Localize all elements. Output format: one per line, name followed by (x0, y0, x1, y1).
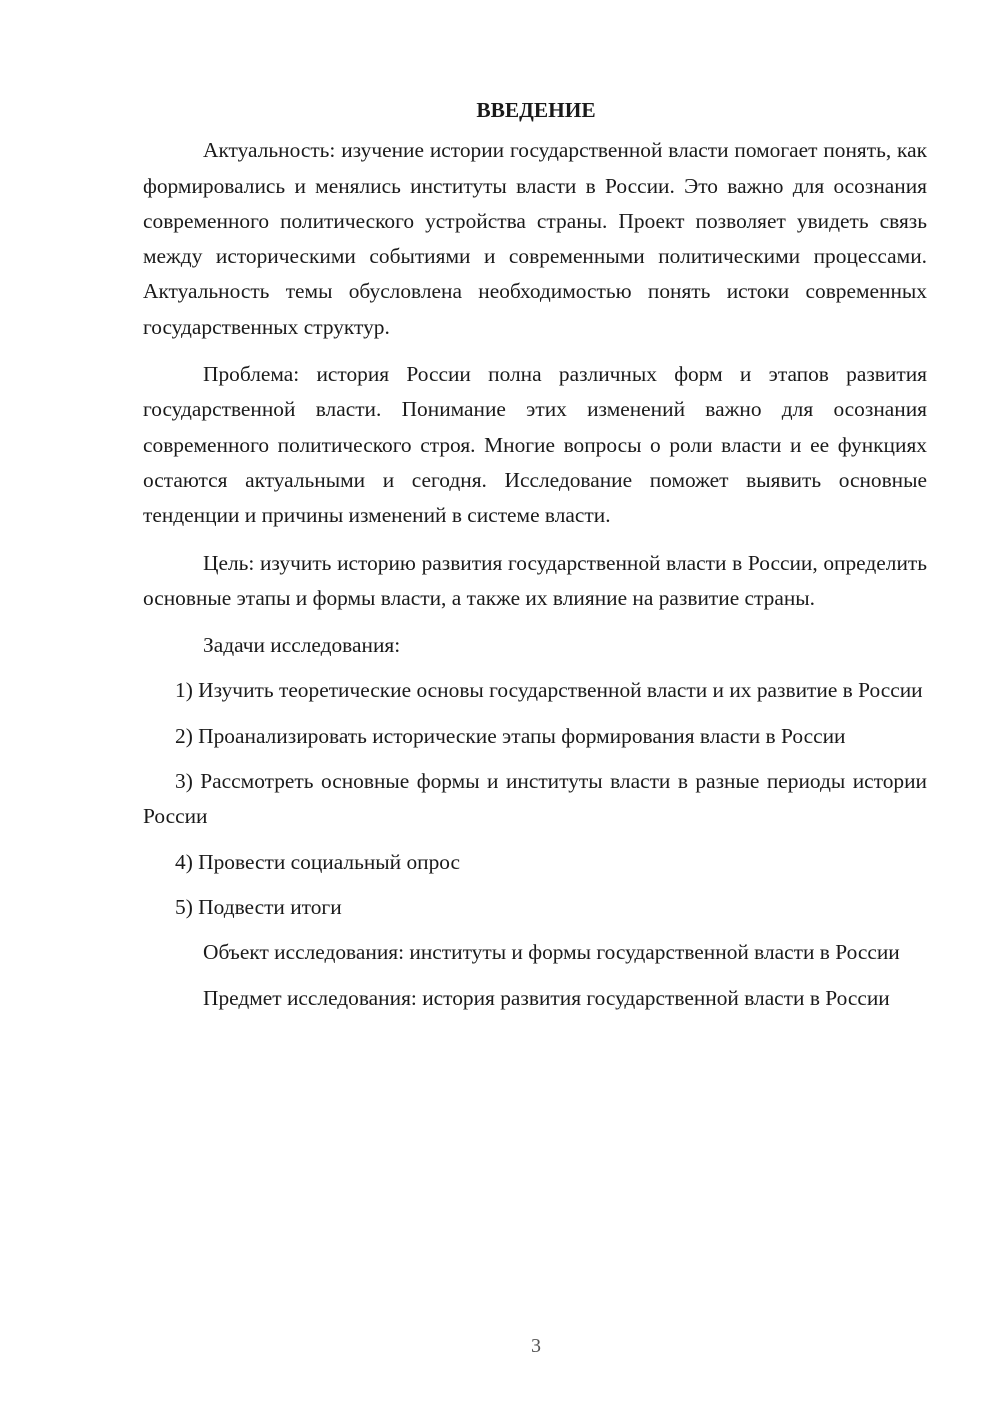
goal-paragraph: Цель: изучить историю развития государственной власти в России, определить основные этапы и формы власти, а также их влияние на развитие страны. (143, 550, 927, 610)
task-item-1: 1) Изучить теоретические основы государственной власти и их развитие в России (175, 678, 923, 703)
document-page (143, 93, 927, 1016)
task-item-3: 3) Рассмотреть основные формы и институты власти в разные периоды истории России (143, 769, 927, 829)
problem-paragraph: Проблема: история России полна различных форм и этапов развития государственной власти. Понимание этих изменений важно для осознания современного политического строя. Многие вопросы о роли власти и ее функциях остаются актуальными и сегодня. Исследование поможет выявить основные тенденции и причины изменений в системе власти. (143, 362, 927, 528)
tasks-heading: Задачи исследования: (203, 633, 401, 658)
relevance-paragraph: Актуальность: изучение истории государственной власти помогает понять, как формировались и менялись институты власти в России. Это важно для осознания современного политического устройства страны. Проект позволяет увидеть связь между историческими событиями и современными политическими процессами. Актуальность темы обусловлена необходимостью понять истоки современных государственных структур. (143, 138, 927, 339)
research-object-paragraph: Объект исследования: институты и формы государственной власти в России (203, 940, 900, 965)
task-item-2: 2) Проанализировать исторические этапы формирования власти в России (175, 723, 846, 748)
research-subject-paragraph: Предмет исследования: история развития государственной власти в России (203, 985, 890, 1010)
task-item-5: 5) Подвести итоги (175, 894, 342, 919)
task-item-4: 4) Провести социальный опрос (175, 849, 461, 874)
page-number: 3 (531, 1335, 541, 1357)
section-title: ВВЕДЕНИЕ (476, 98, 596, 122)
